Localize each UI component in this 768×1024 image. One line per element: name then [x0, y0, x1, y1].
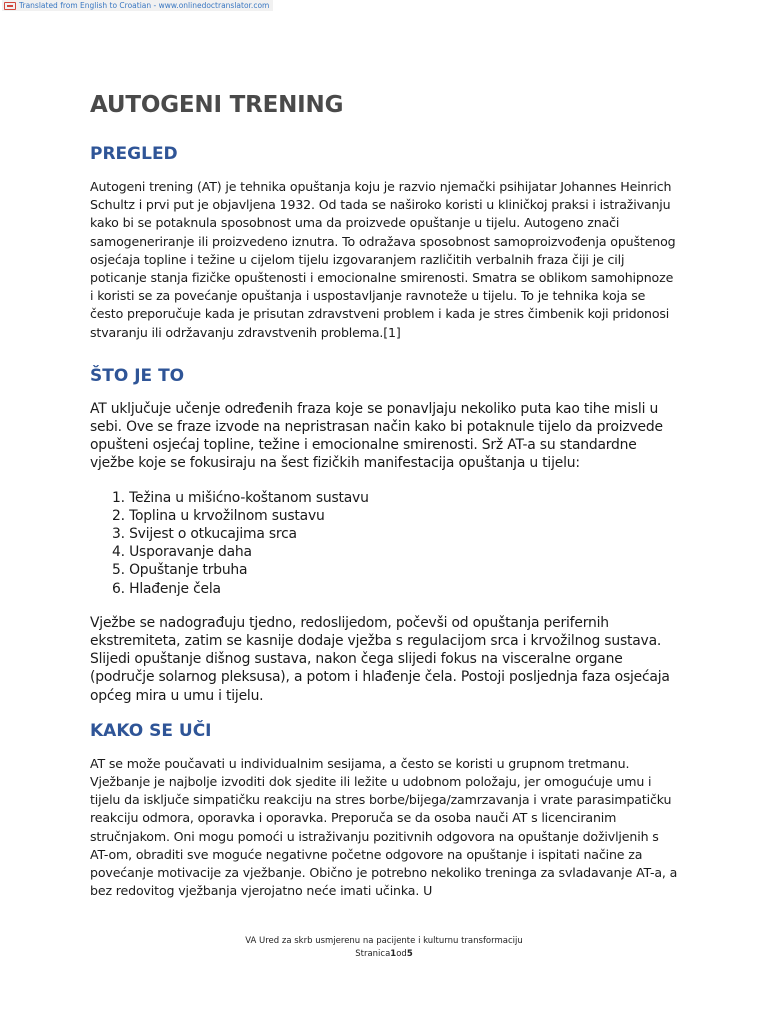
- paragraph-sto-je-to-intro: AT uključuje učenje određenih fraza koje se ponavljaju nekoliko puta kao tihe misli u sebi. Ove se fraze izvode na nepristrasan način kako bi potaknule tijelo da proizvede opušteni osjećaj topline, težine i emocionalne smirenosti. Srž AT-a su standardne vježbe koje se fokusiraju na šest fizičkih manifestacija opuštanja u tijelu:: [90, 400, 663, 472]
- page-mid: od: [396, 949, 407, 959]
- document-body: [90, 92, 680, 925]
- translator-banner[interactable]: [2, 0, 273, 11]
- paragraph-pregled: Autogeni trening (AT) je tehnika opuštanja koju je razvio njemački psihijatar Johannes Heinrich Schultz i prvi put je objavljena 1932. Od tada se naširoko koristi u kliničkoj praksi i istraživanju kako bi se potaknula sposobnost uma da proizvede opuštanje u tijelu. Autogeno znači samogeneriranje ili proizvedeno iznutra. To odražava sposobnost samoproizvođenja opuštenog osjećaja topline i težine u cijelom tijelu izgovaranjem različitih verbalnih fraza čiji je cilj poticanje stanja fizičke opuštenosti i emocionalne smirenosti. Smatra se oblikom samohipnoze i koristi se za povećanje opuštanja i uspostavljanje ravnoteže u tijelu. To je tehnika koja se često preporučuje kada je prisutan zdravstveni problem i kada je stres čimbenik koji pridonosi stvaranju ili održavanju zdravstvenih problema.[1]: [90, 179, 676, 340]
- page-total: 5: [406, 949, 413, 959]
- section-heading-sto-je-to: ŠTO JE TO: [90, 365, 185, 386]
- list-item: 4. Usporavanje daha: [112, 544, 252, 561]
- list-item: 5. Opuštanje trbuha: [112, 562, 248, 579]
- list-item: 6. Hlađenje čela: [112, 580, 221, 597]
- translator-banner-text[interactable]: Translated from English to Croatian - www.onlinedoctranslator.com: [19, 1, 270, 10]
- pdf-icon: [4, 2, 16, 10]
- paragraph-kako-se-uci: AT se može poučavati u individualnim sesijama, a često se koristi u grupnom tretmanu. Vježbanje je najbolje izvoditi dok sjedite ili ležite u udobnom položaju, jer omogućuje umu i tijelu da isključe simpatičku reakciju na stres borbe/bijega/zamrzavanja i vrate parasimpatičku reakciju odmora, oporavka i oporavka. Preporuča se da osoba nauči AT s licenciranim stručnjakom. Oni mogu pomoći u istraživanju pozitivnih odgovora na opuštanje doživljenih s AT-om, obraditi sve moguće negativne početne odgovore na opuštanje i ispitati načine za povećanje motivacije za vježbanje. Obično je potrebno nekoliko treninga za svladavanje AT-a, a bez redovitog vježbanja vjerojatno neće imati učinka. U: [90, 755, 678, 899]
- page-prefix: Stranica: [355, 949, 391, 959]
- manifestations-list: [112, 489, 680, 598]
- paragraph-sto-je-to-progression: Vježbe se nadograđuju tjedno, redoslijedom, počevši od opuštanja perifernih ekstremiteta, zatim se kasnije dodaje vježba s regulacijom srca i krvožilnog sustava. Slijedi opuštanje dišnog sustava, nakon čega slijedi fokus na visceralne organe (područje solarnog pleksusa), a potom i hlađenje čela. Postoji posljednja faza osjećaja općeg mira u umu i tijelu.: [90, 614, 670, 704]
- document-title: AUTOGENI TRENING: [90, 92, 344, 118]
- page-number: [0, 948, 768, 961]
- page-current: 1: [390, 949, 397, 959]
- section-heading-pregled: PREGLED: [90, 144, 178, 164]
- list-item: 3. Svijest o otkucajima srca: [112, 526, 297, 543]
- list-item: 1. Težina u mišićno-koštanom sustavu: [112, 489, 369, 506]
- page-footer: [0, 935, 768, 961]
- footer-organization: VA Ured za skrb usmjerenu na pacijente i kulturnu transformaciju: [245, 936, 523, 946]
- list-item: 2. Toplina u krvožilnom sustavu: [112, 507, 325, 524]
- section-heading-kako-se-uci: KAKO SE UČI: [90, 720, 212, 741]
